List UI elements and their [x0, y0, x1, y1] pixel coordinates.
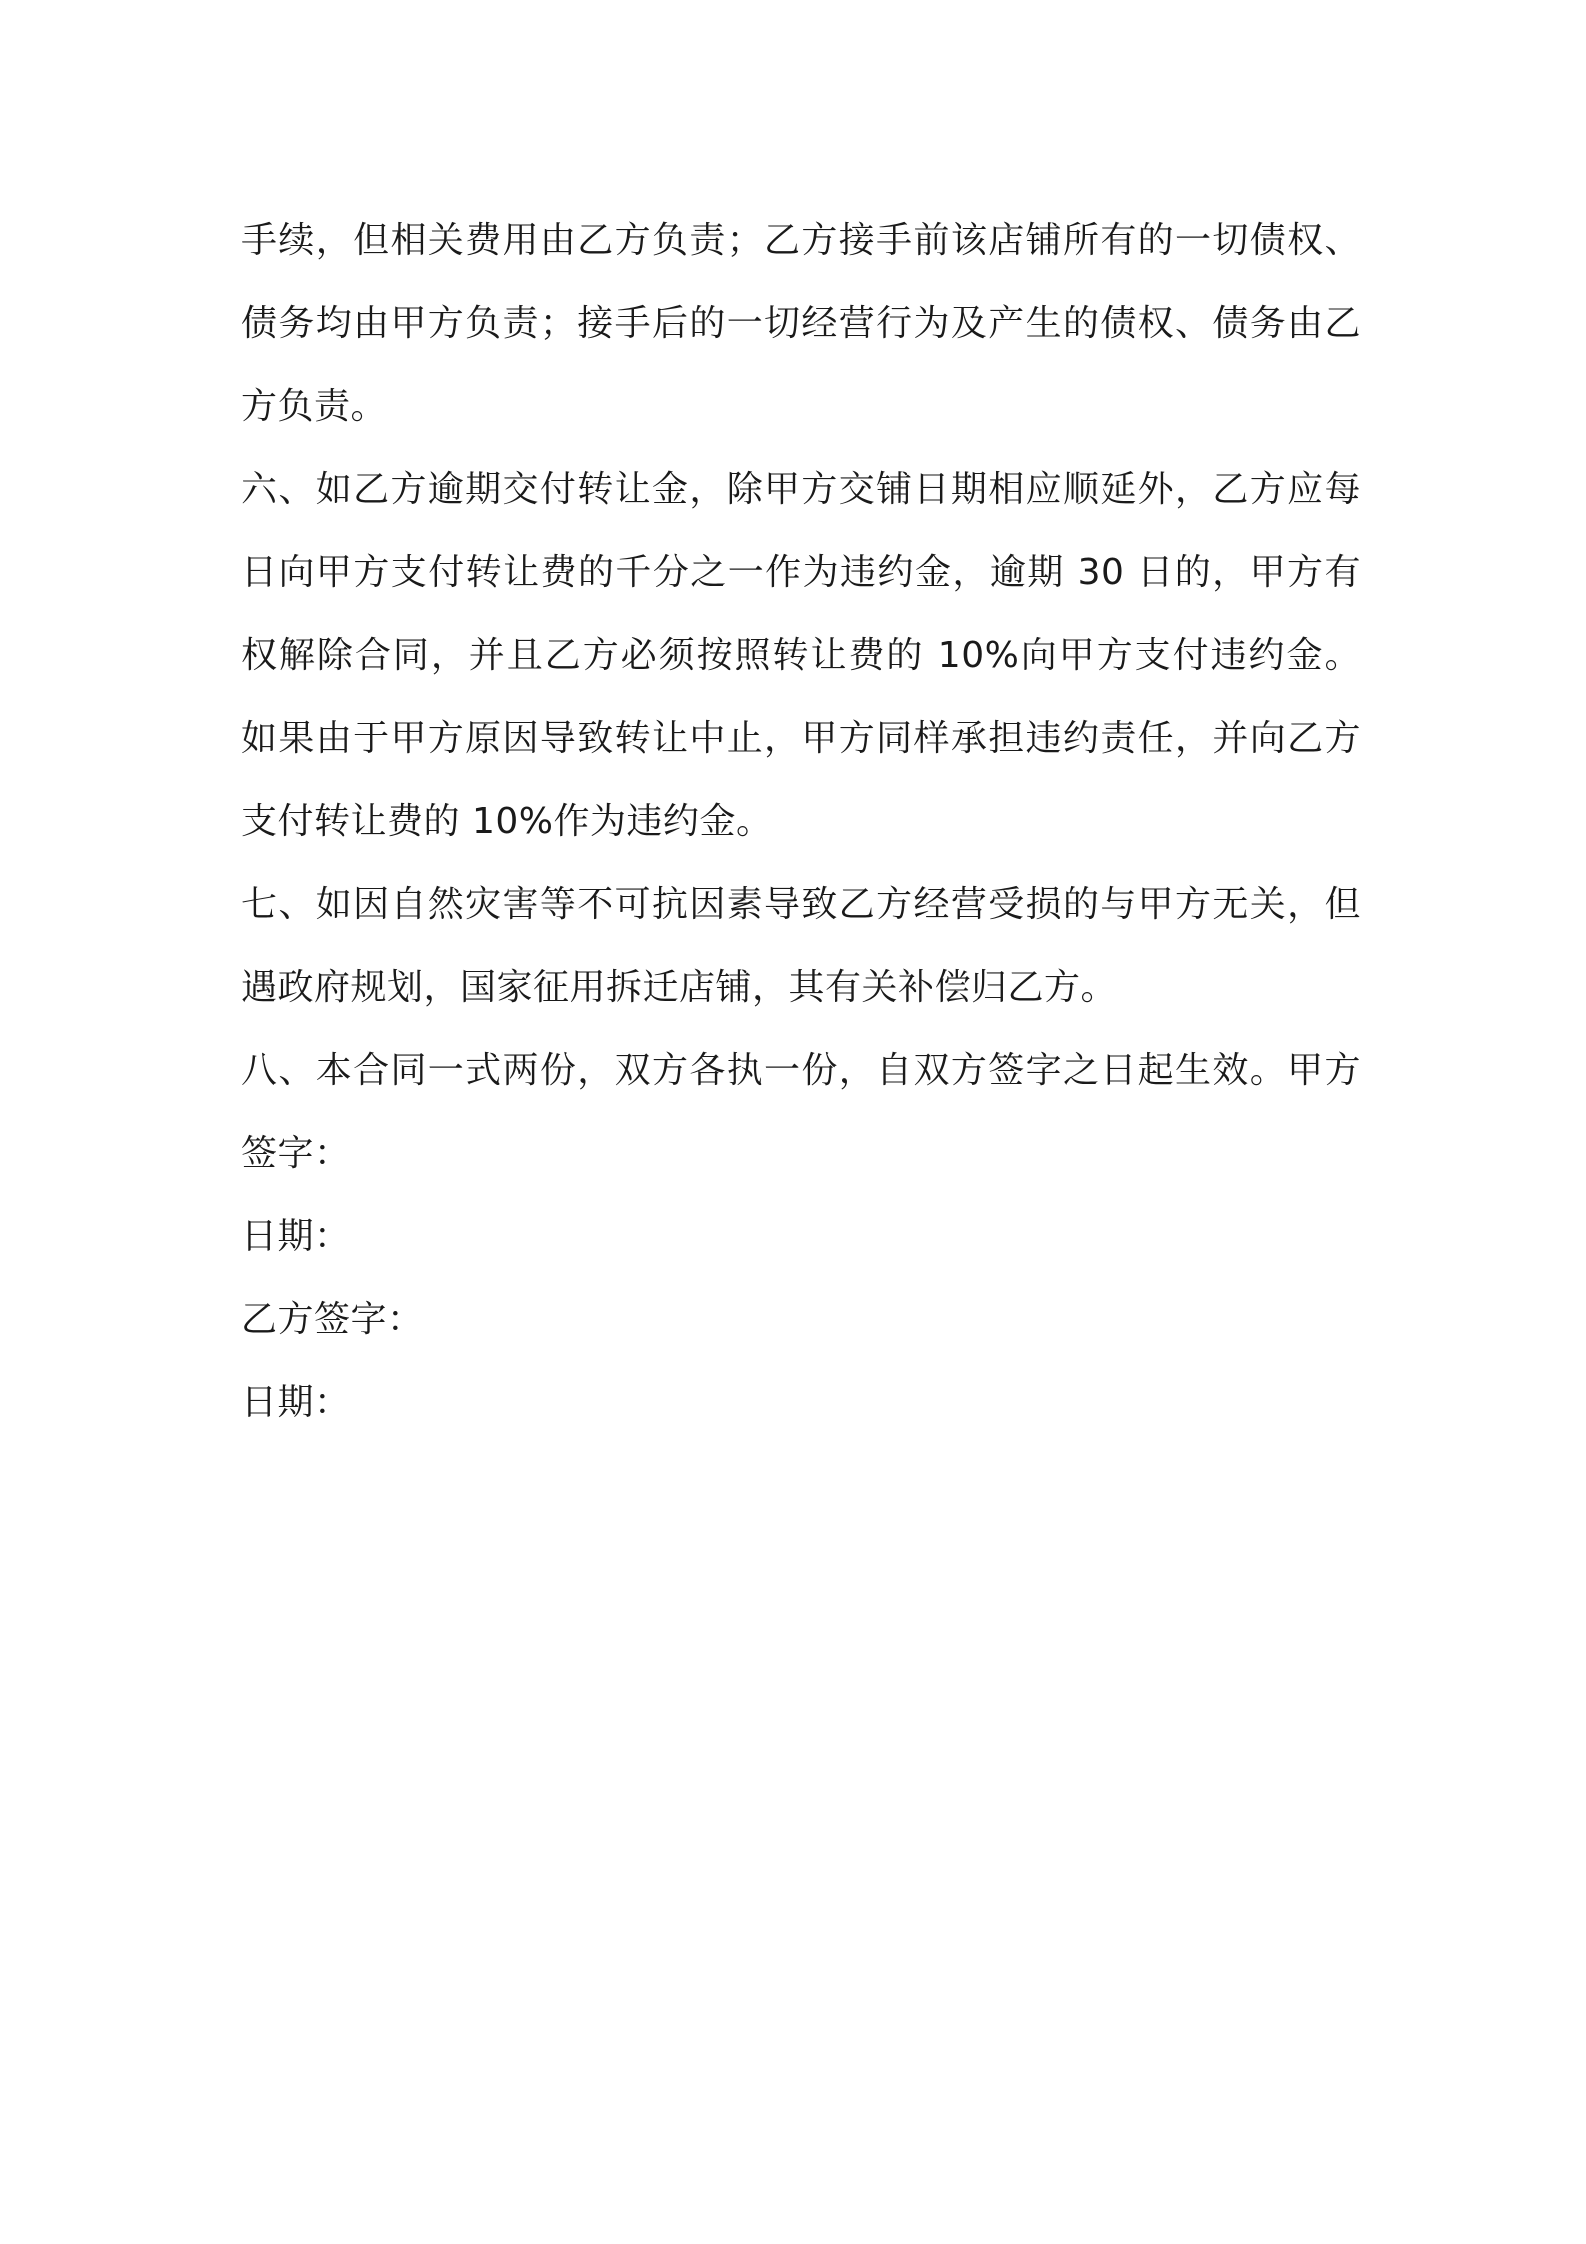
- party-a-signature-label: 签字：: [241, 1133, 351, 1174]
- clause-seven-line: 七、如因自然灾害等不可抗因素导致乙方经营受损的与甲方无关，但: [241, 884, 1361, 925]
- clause-six-line: 支付转让费的 10%作为违约金。: [241, 801, 773, 842]
- party-b-signature-label: 乙方签字：: [241, 1299, 424, 1340]
- party-b-date-label: 日期：: [241, 1382, 351, 1423]
- clause-six-line: 权解除合同，并且乙方必须按照转让费的 10%向甲方支付违约金。: [241, 635, 1361, 676]
- text-line: 方负责。: [241, 386, 388, 427]
- clause-eight-line: 八、本合同一式两份，双方各执一份，自双方签字之日起生效。甲方: [241, 1050, 1361, 1091]
- text-line: 手续，但相关费用由乙方负责；乙方接手前该店铺所有的一切债权、: [241, 220, 1361, 261]
- clause-seven-line: 遇政府规划，国家征用拆迁店铺，其有关补偿归乙方。: [241, 967, 1118, 1008]
- clause-six-line: 六、如乙方逾期交付转让金，除甲方交铺日期相应顺延外，乙方应每: [241, 469, 1361, 510]
- clause-six-line: 日向甲方支付转让费的千分之一作为违约金，逾期 30 日的，甲方有: [241, 552, 1361, 593]
- clause-six-line: 如果由于甲方原因导致转让中止，甲方同样承担违约责任，并向乙方: [241, 718, 1361, 759]
- party-a-date-label: 日期：: [241, 1216, 351, 1257]
- contract-text: [241, 199, 1361, 1444]
- text-line: 债务均由甲方负责；接手后的一切经营行为及产生的债权、债务由乙: [241, 303, 1361, 344]
